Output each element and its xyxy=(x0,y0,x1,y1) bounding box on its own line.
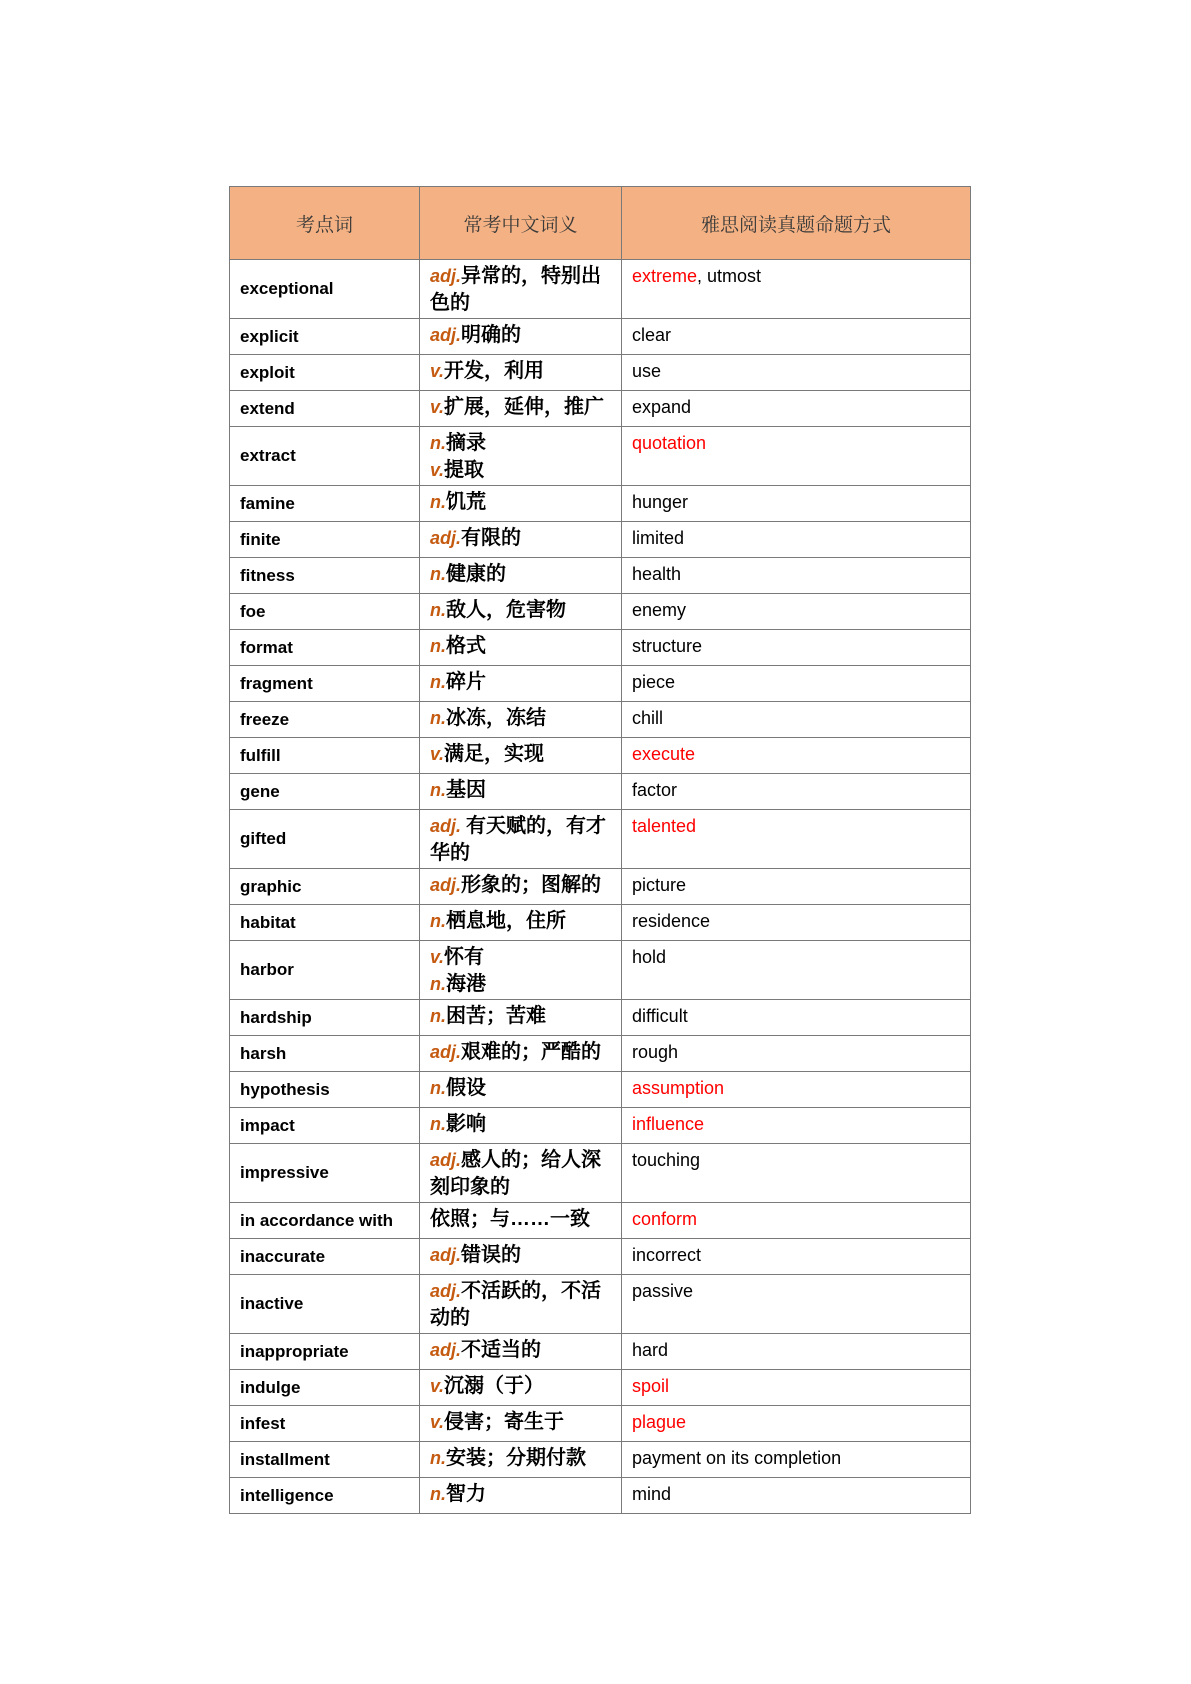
definition-cell xyxy=(420,1000,622,1036)
definition-text: 沉溺（于） xyxy=(444,1375,545,1397)
paraphrase-text: use xyxy=(632,361,662,381)
term-cell: inaccurate xyxy=(230,1239,420,1275)
paraphrase-text: chill xyxy=(632,708,664,728)
definition-cell xyxy=(420,1108,622,1144)
definition-line xyxy=(430,394,615,421)
definition-text: 基因 xyxy=(446,779,486,801)
paraphrase-text: difficult xyxy=(632,1006,688,1026)
definition-text: 异常的，特别出色的 xyxy=(430,265,602,314)
definition-text: 错误的 xyxy=(461,1244,522,1266)
paraphrase-text: clear xyxy=(632,325,672,345)
definition-line xyxy=(430,1003,615,1030)
paraphrase-cell xyxy=(622,1203,971,1239)
part-of-speech: v. xyxy=(430,947,445,967)
part-of-speech: n. xyxy=(430,672,446,692)
definition-line xyxy=(430,813,615,867)
term-cell: gifted xyxy=(230,810,420,869)
definition-line xyxy=(430,944,615,971)
paraphrase-cell xyxy=(622,702,971,738)
paraphrase-cell xyxy=(622,1036,971,1072)
definition-text: 扩展，延伸，推广 xyxy=(444,396,605,418)
paraphrase-cell xyxy=(622,810,971,869)
term-cell: inactive xyxy=(230,1275,420,1334)
paraphrase-text: residence xyxy=(632,911,711,931)
definition-cell xyxy=(420,1406,622,1442)
table-row xyxy=(230,1370,971,1406)
definition-line xyxy=(430,1039,615,1066)
table-row xyxy=(230,738,971,774)
definition-cell xyxy=(420,558,622,594)
table-row xyxy=(230,594,971,630)
definition-cell xyxy=(420,1203,622,1239)
table-row xyxy=(230,869,971,905)
term-cell: impressive xyxy=(230,1144,420,1203)
term-cell: inappropriate xyxy=(230,1334,420,1370)
table-row xyxy=(230,1442,971,1478)
definition-text: 艰难的；严酷的 xyxy=(461,1041,602,1063)
definition-text: 形象的；图解的 xyxy=(461,874,602,896)
paraphrase-text: hard xyxy=(632,1340,669,1360)
part-of-speech: v. xyxy=(430,744,445,764)
definition-text: 依照；与……一致 xyxy=(430,1208,590,1230)
definition-line xyxy=(430,1409,615,1436)
definition-cell xyxy=(420,1334,622,1370)
definition-line xyxy=(430,1278,615,1332)
paraphrase-cell xyxy=(622,1108,971,1144)
term-cell: fitness xyxy=(230,558,420,594)
table-row xyxy=(230,1478,971,1514)
definition-line xyxy=(430,525,615,552)
definition-text: 提取 xyxy=(444,459,485,481)
term-cell: fulfill xyxy=(230,738,420,774)
term-cell: intelligence xyxy=(230,1478,420,1514)
paraphrase-cell xyxy=(622,630,971,666)
table-row xyxy=(230,558,971,594)
highlighted-paraphrase: conform xyxy=(632,1209,698,1229)
table-row xyxy=(230,522,971,558)
definition-cell xyxy=(420,774,622,810)
definition-cell xyxy=(420,666,622,702)
definition-cell xyxy=(420,1442,622,1478)
part-of-speech: v. xyxy=(430,361,445,381)
term-cell: explicit xyxy=(230,319,420,355)
definition-text: 栖息地，住所 xyxy=(446,910,566,932)
highlighted-paraphrase: influence xyxy=(632,1114,705,1134)
table-row xyxy=(230,1275,971,1334)
part-of-speech: v. xyxy=(430,460,445,480)
definition-text: 有天赋的，有才华的 xyxy=(430,815,607,864)
table-row xyxy=(230,905,971,941)
definition-text: 明确的 xyxy=(461,324,522,346)
part-of-speech: n. xyxy=(430,780,446,800)
definition-line xyxy=(430,1481,615,1508)
definition-line xyxy=(430,1147,615,1201)
part-of-speech: n. xyxy=(430,636,446,656)
definition-text: 海港 xyxy=(446,973,486,995)
definition-cell xyxy=(420,1239,622,1275)
paraphrase-text: hold xyxy=(632,947,667,967)
paraphrase-text: piece xyxy=(632,672,676,692)
table-row xyxy=(230,486,971,522)
paraphrase-text: expand xyxy=(632,397,692,417)
highlighted-paraphrase: talented xyxy=(632,816,697,836)
highlighted-paraphrase: quotation xyxy=(632,433,707,453)
term-cell: infest xyxy=(230,1406,420,1442)
part-of-speech: n. xyxy=(430,564,446,584)
table-row xyxy=(230,1239,971,1275)
definition-line xyxy=(430,1373,615,1400)
definition-text: 格式 xyxy=(446,635,486,657)
term-cell: foe xyxy=(230,594,420,630)
table-row xyxy=(230,355,971,391)
definition-cell xyxy=(420,522,622,558)
term-cell: graphic xyxy=(230,869,420,905)
definition-cell xyxy=(420,1072,622,1108)
paraphrase-cell xyxy=(622,1406,971,1442)
definition-cell xyxy=(420,1275,622,1334)
definition-cell xyxy=(420,905,622,941)
table-row xyxy=(230,774,971,810)
part-of-speech: v. xyxy=(430,1376,445,1396)
definition-text: 侵害；寄生于 xyxy=(444,1411,565,1433)
definition-cell xyxy=(420,630,622,666)
highlighted-paraphrase: spoil xyxy=(632,1376,670,1396)
term-cell: hypothesis xyxy=(230,1072,420,1108)
highlighted-paraphrase: plague xyxy=(632,1412,687,1432)
paraphrase-cell xyxy=(622,941,971,1000)
paraphrase-cell xyxy=(622,1334,971,1370)
term-cell: impact xyxy=(230,1108,420,1144)
term-cell: fragment xyxy=(230,666,420,702)
definition-cell xyxy=(420,738,622,774)
part-of-speech: adj. xyxy=(430,325,462,345)
definition-line xyxy=(430,741,615,768)
definition-line xyxy=(430,1111,615,1138)
paraphrase-text: , utmost xyxy=(697,266,762,286)
paraphrase-cell xyxy=(622,391,971,427)
definition-line xyxy=(430,322,615,349)
paraphrase-cell xyxy=(622,1000,971,1036)
table-row xyxy=(230,810,971,869)
definition-text: 冰冻，冻结 xyxy=(446,707,546,729)
term-cell: gene xyxy=(230,774,420,810)
paraphrase-text: factor xyxy=(632,780,678,800)
table-row xyxy=(230,319,971,355)
definition-text: 安装；分期付款 xyxy=(446,1447,586,1469)
table-body xyxy=(230,260,971,1514)
paraphrase-cell xyxy=(622,869,971,905)
table-row xyxy=(230,666,971,702)
part-of-speech: adj. xyxy=(430,875,462,895)
table-row xyxy=(230,1108,971,1144)
part-of-speech: n. xyxy=(430,492,446,512)
definition-line xyxy=(430,777,615,804)
table-row xyxy=(230,941,971,1000)
part-of-speech: n. xyxy=(430,600,446,620)
term-cell: famine xyxy=(230,486,420,522)
term-cell: freeze xyxy=(230,702,420,738)
paraphrase-cell xyxy=(622,522,971,558)
part-of-speech: n. xyxy=(430,1078,446,1098)
part-of-speech: n. xyxy=(430,708,446,728)
highlighted-paraphrase: execute xyxy=(632,744,696,764)
table-row xyxy=(230,1406,971,1442)
table-row xyxy=(230,1144,971,1203)
definition-text: 碎片 xyxy=(446,671,486,693)
paraphrase-cell xyxy=(622,666,971,702)
part-of-speech: adj. xyxy=(430,266,462,286)
definition-text: 智力 xyxy=(446,1483,486,1505)
definition-line xyxy=(430,263,615,317)
paraphrase-cell xyxy=(622,738,971,774)
definition-line xyxy=(430,430,615,457)
definition-text: 摘录 xyxy=(446,432,486,454)
definition-cell xyxy=(420,391,622,427)
table-row xyxy=(230,260,971,319)
paraphrase-text: picture xyxy=(632,875,687,895)
definition-cell xyxy=(420,1144,622,1203)
definition-line xyxy=(430,1206,615,1233)
definition-text: 有限的 xyxy=(461,527,522,549)
definition-line xyxy=(430,705,615,732)
definition-cell xyxy=(420,355,622,391)
definition-text: 影响 xyxy=(446,1113,486,1135)
term-cell: format xyxy=(230,630,420,666)
term-cell: installment xyxy=(230,1442,420,1478)
paraphrase-cell xyxy=(622,1370,971,1406)
table-row xyxy=(230,1203,971,1239)
table-row xyxy=(230,1000,971,1036)
vocabulary-table xyxy=(229,186,971,1514)
definition-text: 假设 xyxy=(446,1077,486,1099)
part-of-speech: n. xyxy=(430,1448,446,1468)
term-cell: habitat xyxy=(230,905,420,941)
definition-cell xyxy=(420,427,622,486)
definition-line xyxy=(430,1242,615,1269)
paraphrase-cell xyxy=(622,774,971,810)
definition-cell xyxy=(420,941,622,1000)
part-of-speech: n. xyxy=(430,1484,446,1504)
definition-line xyxy=(430,1075,615,1102)
definition-line xyxy=(430,1337,615,1364)
term-cell: harbor xyxy=(230,941,420,1000)
part-of-speech: adj. xyxy=(430,528,462,548)
table-row xyxy=(230,702,971,738)
paraphrase-cell xyxy=(622,355,971,391)
paraphrase-cell xyxy=(622,319,971,355)
paraphrase-cell xyxy=(622,1442,971,1478)
definition-text: 困苦；苦难 xyxy=(446,1005,546,1027)
part-of-speech: adj. xyxy=(430,816,467,836)
definition-line xyxy=(430,971,615,998)
paraphrase-text: limited xyxy=(632,528,685,548)
definition-line xyxy=(430,633,615,660)
definition-text: 满足，实现 xyxy=(444,743,545,765)
paraphrase-cell xyxy=(622,558,971,594)
highlighted-paraphrase: extreme xyxy=(632,266,698,286)
term-cell: exceptional xyxy=(230,260,420,319)
definition-text: 开发，利用 xyxy=(444,360,545,382)
header-term: 考点词 xyxy=(230,187,420,260)
part-of-speech: v. xyxy=(430,397,445,417)
paraphrase-cell xyxy=(622,486,971,522)
term-cell: exploit xyxy=(230,355,420,391)
part-of-speech: v. xyxy=(430,1412,445,1432)
definition-cell xyxy=(420,1478,622,1514)
definition-line xyxy=(430,908,615,935)
part-of-speech: n. xyxy=(430,974,446,994)
highlighted-paraphrase: assumption xyxy=(632,1078,725,1098)
definition-line xyxy=(430,1445,615,1472)
table-row xyxy=(230,630,971,666)
paraphrase-text: payment on its completion xyxy=(632,1448,842,1468)
paraphrase-cell xyxy=(622,1275,971,1334)
definition-text: 饥荒 xyxy=(446,491,486,513)
paraphrase-cell xyxy=(622,427,971,486)
paraphrase-text: touching xyxy=(632,1150,701,1170)
definition-cell xyxy=(420,702,622,738)
term-cell: hardship xyxy=(230,1000,420,1036)
paraphrase-cell xyxy=(622,260,971,319)
definition-cell xyxy=(420,319,622,355)
part-of-speech: adj. xyxy=(430,1245,462,1265)
term-cell: extend xyxy=(230,391,420,427)
term-cell: in accordance with xyxy=(230,1203,420,1239)
definition-cell xyxy=(420,1036,622,1072)
paraphrase-text: health xyxy=(632,564,682,584)
part-of-speech: n. xyxy=(430,433,446,453)
definition-cell xyxy=(420,1370,622,1406)
term-cell: extract xyxy=(230,427,420,486)
paraphrase-cell xyxy=(622,1478,971,1514)
definition-line xyxy=(430,597,615,624)
paraphrase-text: passive xyxy=(632,1281,694,1301)
part-of-speech: n. xyxy=(430,1006,446,1026)
paraphrase-cell xyxy=(622,1072,971,1108)
definition-line xyxy=(430,457,615,484)
table-row xyxy=(230,1334,971,1370)
header-chinese-meaning: 常考中文词义 xyxy=(420,187,622,260)
part-of-speech: adj. xyxy=(430,1150,462,1170)
part-of-speech: n. xyxy=(430,1114,446,1134)
paraphrase-text: hunger xyxy=(632,492,689,512)
table-row xyxy=(230,1072,971,1108)
paraphrase-text: incorrect xyxy=(632,1245,702,1265)
definition-cell xyxy=(420,594,622,630)
term-cell: harsh xyxy=(230,1036,420,1072)
header-ielts-paraphrase: 雅思阅读真题命题方式 xyxy=(622,187,971,260)
term-cell: finite xyxy=(230,522,420,558)
definition-cell xyxy=(420,810,622,869)
table-row xyxy=(230,427,971,486)
part-of-speech: n. xyxy=(430,911,446,931)
definition-line xyxy=(430,872,615,899)
definition-text: 健康的 xyxy=(446,563,506,585)
part-of-speech: adj. xyxy=(430,1281,462,1301)
paraphrase-text: enemy xyxy=(632,600,687,620)
definition-text: 感人的；给人深刻印象的 xyxy=(430,1149,602,1198)
paraphrase-cell xyxy=(622,905,971,941)
table-header-row xyxy=(230,187,971,260)
paraphrase-cell xyxy=(622,594,971,630)
definition-text: 怀有 xyxy=(444,946,485,968)
paraphrase-text: structure xyxy=(632,636,703,656)
term-cell: indulge xyxy=(230,1370,420,1406)
table-row xyxy=(230,391,971,427)
definition-cell xyxy=(420,869,622,905)
definition-text: 敌人，危害物 xyxy=(446,599,566,621)
definition-cell xyxy=(420,486,622,522)
definition-line xyxy=(430,669,615,696)
definition-text: 不适当的 xyxy=(461,1339,542,1361)
definition-line xyxy=(430,561,615,588)
definition-line xyxy=(430,358,615,385)
paraphrase-cell xyxy=(622,1239,971,1275)
definition-cell xyxy=(420,260,622,319)
part-of-speech: adj. xyxy=(430,1340,462,1360)
definition-line xyxy=(430,489,615,516)
table-row xyxy=(230,1036,971,1072)
paraphrase-text: mind xyxy=(632,1484,672,1504)
paraphrase-text: rough xyxy=(632,1042,679,1062)
paraphrase-cell xyxy=(622,1144,971,1203)
definition-text: 不活跃的，不活动的 xyxy=(430,1280,602,1329)
part-of-speech: adj. xyxy=(430,1042,462,1062)
